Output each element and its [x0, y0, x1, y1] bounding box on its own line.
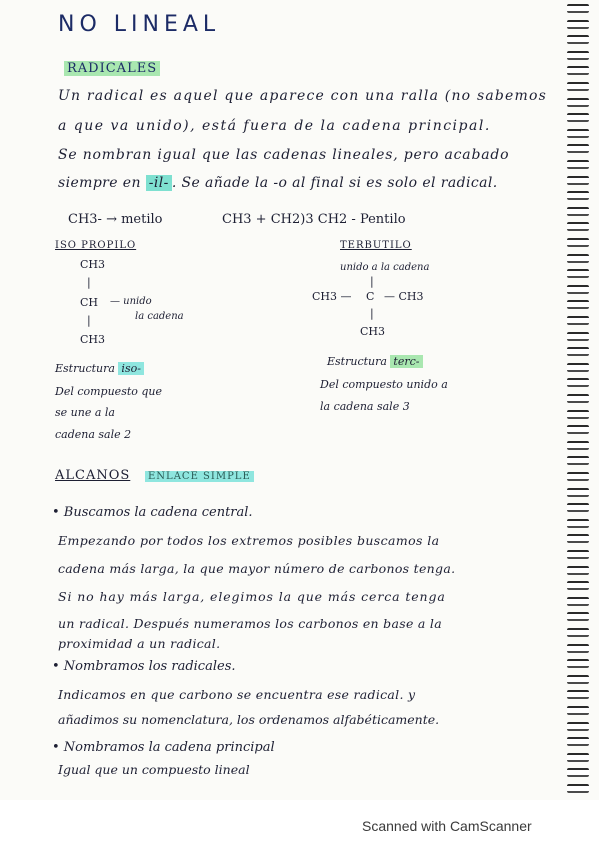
binding-ring — [567, 784, 589, 793]
binding-ring — [567, 488, 589, 497]
binding-ring — [567, 316, 589, 325]
alcanos-bullet-1: • Buscamos la cadena central. — [52, 505, 253, 520]
isopropilo-structure-label: Estructura — [55, 362, 115, 375]
binding-ring — [567, 35, 589, 44]
binding-ring — [567, 597, 589, 606]
terbutilo-desc-2: la cadena sale 3 — [320, 400, 410, 413]
terc-tag: terc- — [390, 355, 422, 368]
binding-ring — [567, 347, 589, 356]
terbutilo-center: C — [366, 290, 375, 303]
binding-ring — [567, 768, 589, 777]
binding-ring — [567, 66, 589, 75]
binding-ring — [567, 644, 589, 653]
binding-ring — [567, 659, 589, 668]
binding-ring — [567, 20, 589, 29]
binding-ring — [567, 378, 589, 387]
radicales-line-4-start: siempre en — [58, 175, 141, 191]
radicales-line-2: a que va unido), está fuera de la cadena principal. — [58, 118, 491, 134]
radicales-line-1: Un radical es aquel que aparece con una ralla (no sabemos — [58, 88, 548, 104]
binding-ring — [567, 4, 589, 13]
binding-ring — [567, 129, 589, 138]
binding-ring — [567, 51, 589, 60]
terbutilo-desc-1: Del compuesto unido a — [320, 378, 448, 391]
isopropilo-bond-1: | — [87, 276, 91, 289]
radicales-line-4-rest: . Se añade la -o al final si es solo el radical. — [171, 175, 498, 191]
alcanos-b1-line-2: cadena más larga, la que mayor número de carbonos tenga. — [58, 561, 456, 576]
isopropilo-desc-3: cadena sale 2 — [55, 428, 132, 441]
il-suffix-highlight: -il- — [146, 175, 172, 191]
binding-ring — [567, 706, 589, 715]
terbutilo-structure — [327, 355, 423, 368]
binding-ring — [567, 628, 589, 637]
binding-ring — [567, 722, 589, 731]
binding-ring — [567, 675, 589, 684]
isopropilo-structure — [55, 362, 144, 375]
binding-ring — [567, 191, 589, 200]
binding-ring — [567, 254, 589, 263]
alcanos-b3-line-1: Igual que un compuesto lineal — [58, 762, 250, 777]
isopropilo-desc-2: se une a la — [55, 406, 115, 419]
binding-ring — [567, 441, 589, 450]
binding-ring — [567, 269, 589, 278]
alcanos-b2-line-2: añadimos su nomenclatura, los ordenamos alfabéticamente. — [58, 712, 440, 727]
alcanos-bullet-3: • Nombramos la cadena principal — [52, 740, 275, 755]
isopropilo-desc-1: Del compuesto que — [55, 385, 163, 398]
binding-ring — [567, 410, 589, 419]
alcanos-b2-line-1: Indicamos en que carbono se encuentra ese radical. y — [58, 687, 416, 702]
binding-ring — [567, 285, 589, 294]
isopropilo-ch3-top: CH3 — [80, 258, 106, 271]
binding-ring — [567, 550, 589, 559]
iso-tag: iso- — [118, 362, 144, 375]
isopropilo-ch: CH — [80, 296, 99, 309]
isopropilo-heading: ISO PROPILO — [55, 240, 137, 251]
binding-ring — [567, 753, 589, 762]
alcanos-bullet-2: • Nombramos los radicales. — [52, 659, 236, 674]
binding-ring — [567, 519, 589, 528]
binding-ring — [567, 300, 589, 309]
metilo-example: CH3- → metilo — [68, 212, 163, 227]
radicales-line-3: Se nombran igual que las cadenas lineales, pero acabado — [58, 147, 510, 163]
pentilo-example: CH3 + CH2)3 CH2 - Pentilo — [222, 212, 406, 227]
spiral-binding — [549, 0, 599, 800]
binding-ring — [567, 207, 589, 216]
terbutilo-bond-top: | — [370, 275, 374, 288]
binding-ring — [567, 160, 589, 169]
isopropilo-unido: — unido — [110, 296, 152, 307]
binding-ring — [567, 363, 589, 372]
enlace-simple-tag: ENLACE SIMPLE — [145, 471, 254, 482]
alcanos-b1-line-4: un radical. Después numeramos los carbonos en base a la — [58, 616, 442, 631]
radicales-line-4 — [58, 175, 498, 191]
terbutilo-left: CH3 — — [312, 290, 352, 303]
page-title: NO LINEAL — [58, 12, 221, 37]
binding-ring — [567, 737, 589, 746]
binding-ring — [567, 566, 589, 575]
binding-ring — [567, 222, 589, 231]
alcanos-heading: ALCANOS — [55, 468, 131, 483]
isopropilo-ch3-bottom: CH3 — [80, 333, 106, 346]
binding-ring — [567, 456, 589, 465]
binding-ring — [567, 394, 589, 403]
binding-ring — [567, 425, 589, 434]
radicales-heading: RADICALES — [64, 61, 160, 76]
terbutilo-bottom: CH3 — [360, 325, 386, 338]
isopropilo-la-cadena: la cadena — [135, 311, 184, 322]
binding-ring — [567, 113, 589, 122]
binding-ring — [567, 238, 589, 247]
binding-ring — [567, 472, 589, 481]
binding-ring — [567, 82, 589, 91]
terbutilo-bond-bottom: | — [370, 307, 374, 320]
binding-ring — [567, 534, 589, 543]
binding-ring — [567, 612, 589, 621]
isopropilo-bond-2: | — [87, 314, 91, 327]
terbutilo-note: unido a la cadena — [340, 262, 430, 273]
binding-ring — [567, 144, 589, 153]
alcanos-b1-line-1: Empezando por todos los extremos posibles buscamos la — [58, 533, 440, 548]
binding-ring — [567, 690, 589, 699]
alcanos-b1-line-3: Si no hay más larga, elegimos la que más cerca tenga — [58, 589, 446, 604]
binding-ring — [567, 332, 589, 341]
terbutilo-right: — CH3 — [384, 290, 424, 303]
binding-ring — [567, 98, 589, 107]
scanner-watermark: Scanned with CamScanner — [362, 818, 532, 834]
binding-ring — [567, 581, 589, 590]
alcanos-b1-line-5: proximidad a un radical. — [58, 636, 221, 651]
terbutilo-heading: TERBUTILO — [340, 240, 412, 251]
binding-ring — [567, 176, 589, 185]
terbutilo-structure-label: Estructura — [327, 355, 387, 368]
binding-ring — [567, 503, 589, 512]
